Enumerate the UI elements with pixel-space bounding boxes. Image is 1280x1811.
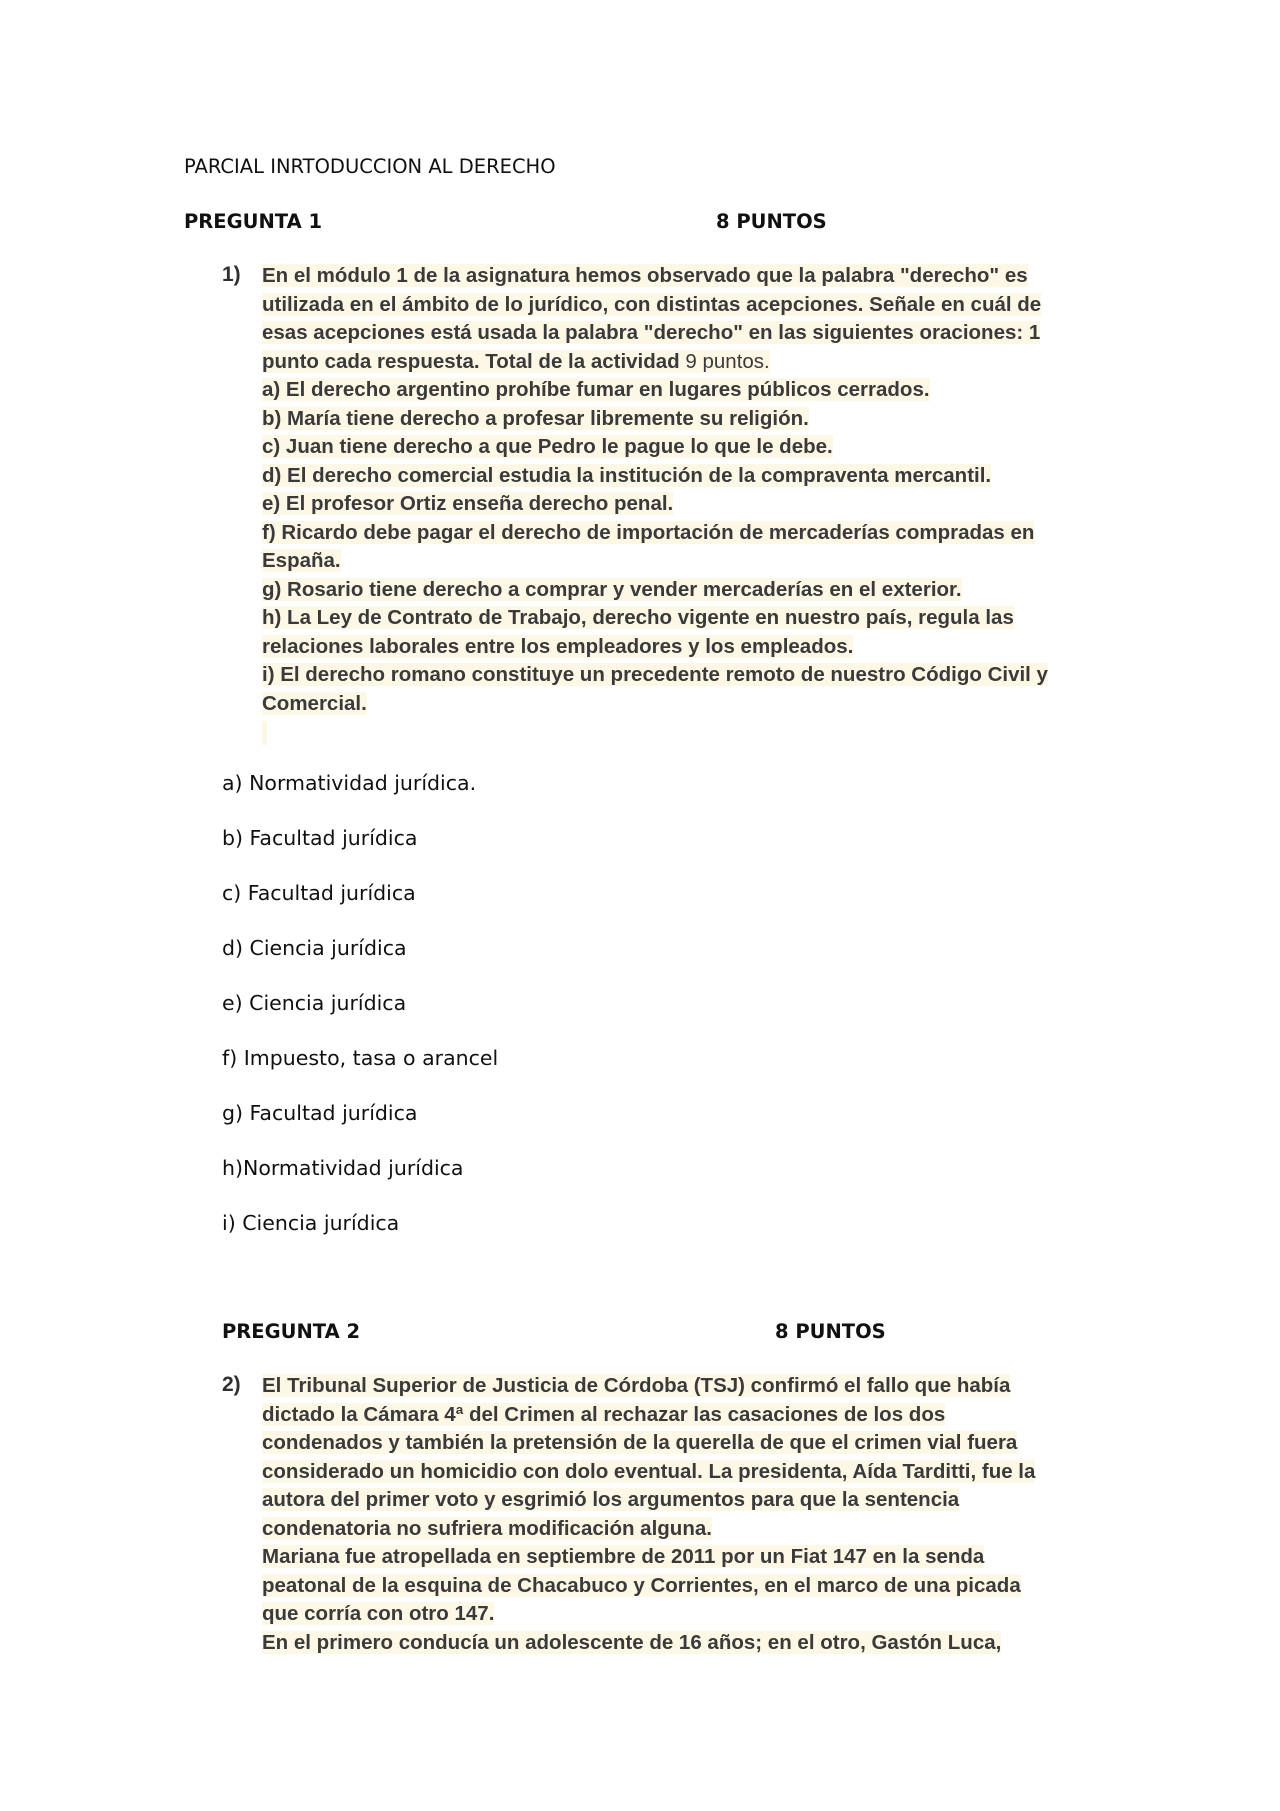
answer-f: f) Impuesto, tasa o arancel bbox=[222, 1046, 499, 1070]
answer-d: d) Ciencia jurídica bbox=[222, 936, 407, 960]
question-1-line: esas acepciones está usada la palabra "derecho" en las siguientes oraciones: 1 bbox=[262, 321, 1041, 344]
question-2-line: dictado la Cámara 4ª del Crimen al rechazar las casaciones de los dos bbox=[262, 1402, 946, 1426]
question-1-item-h: h) La Ley de Contrato de Trabajo, derecho vigente en nuestro país, regula las bbox=[262, 606, 1014, 629]
question-2-line: condenatoria no sufriera modificación alguna. bbox=[262, 1516, 712, 1540]
question-2-line: El Tribunal Superior de Justicia de Córdoba (TSJ) confirmó el fallo que había bbox=[262, 1374, 1011, 1397]
question-1-line: En el módulo 1 de la asignatura hemos observado que la palabra "derecho" es bbox=[262, 264, 1028, 287]
question-1-item-a: a) El derecho argentino prohíbe fumar en lugares públicos cerrados. bbox=[262, 378, 930, 401]
question-1-heading: PREGUNTA 1 bbox=[184, 210, 323, 233]
question-2-number: 2) bbox=[222, 1373, 241, 1396]
answer-g: g) Facultad jurídica bbox=[222, 1101, 418, 1125]
question-1-body bbox=[262, 262, 1122, 747]
question-1-number: 1) bbox=[222, 263, 241, 286]
question-2-heading: PREGUNTA 2 bbox=[222, 1320, 361, 1343]
question-1-item-c: c) Juan tiene derecho a que Pedro le pague lo que le debe. bbox=[262, 435, 833, 458]
question-1-item-f-cont: España. bbox=[262, 549, 341, 572]
question-1-line: utilizada en el ámbito de lo jurídico, con distintas acepciones. Señale en cuál de bbox=[262, 292, 1042, 316]
question-2-line: condenados y también la pretensión de la querella de que el crimen vial fuera bbox=[262, 1431, 1018, 1454]
question-2-points: 8 PUNTOS bbox=[775, 1320, 886, 1343]
answer-c: c) Facultad jurídica bbox=[222, 881, 416, 905]
question-2-line: peatonal de la esquina de Chacabuco y Corrientes, en el marco de una picada bbox=[262, 1573, 1021, 1597]
answer-e: e) Ciencia jurídica bbox=[222, 991, 407, 1015]
text-cursor bbox=[262, 721, 267, 745]
question-1-points: 8 PUNTOS bbox=[716, 210, 827, 233]
question-1-item-e: e) El profesor Ortiz enseña derecho penal. bbox=[262, 492, 674, 515]
question-1-item-g: g) Rosario tiene derecho a comprar y vender mercaderías en el exterior. bbox=[262, 577, 962, 601]
question-2-line: considerado un homicidio con dolo eventual. La presidenta, Aída Tarditti, fue la bbox=[262, 1459, 1036, 1483]
question-1-item-f: f) Ricardo debe pagar el derecho de importación de mercaderías compradas en bbox=[262, 520, 1035, 544]
answer-b: b) Facultad jurídica bbox=[222, 826, 418, 850]
question-2-line: autora del primer voto y esgrimió los argumentos para que la sentencia bbox=[262, 1488, 960, 1511]
question-1-item-b: b) María tiene derecho a profesar libremente su religión. bbox=[262, 406, 809, 430]
question-2-line: que corría con otro 147. bbox=[262, 1602, 495, 1625]
question-1-item-d: d) El derecho comercial estudia la institución de la compraventa mercantil. bbox=[262, 463, 992, 487]
question-1-item-i: i) El derecho romano constituye un precedente remoto de nuestro Código Civil y bbox=[262, 663, 1048, 686]
answer-h: h)Normatividad jurídica bbox=[222, 1156, 464, 1180]
question-2-body bbox=[262, 1372, 1122, 1657]
question-1-item-h-cont: relaciones laborales entre los empleadores y los empleados. bbox=[262, 634, 854, 658]
answer-i: i) Ciencia jurídica bbox=[222, 1211, 400, 1235]
question-1-item-i-cont: Comercial. bbox=[262, 691, 367, 715]
question-1-total-points: 9 puntos. bbox=[679, 349, 770, 373]
question-2-line: Mariana fue atropellada en septiembre de 2011 por un Fiat 147 en la senda bbox=[262, 1545, 985, 1568]
question-1-line: punto cada respuesta. Total de la actividad bbox=[262, 349, 680, 373]
question-2-line: En el primero conducía un adolescente de 16 años; en el otro, Gastón Luca, bbox=[262, 1630, 1002, 1654]
document-title: PARCIAL INRTODUCCION AL DERECHO bbox=[184, 155, 556, 178]
answer-a: a) Normatividad jurídica. bbox=[222, 771, 477, 795]
